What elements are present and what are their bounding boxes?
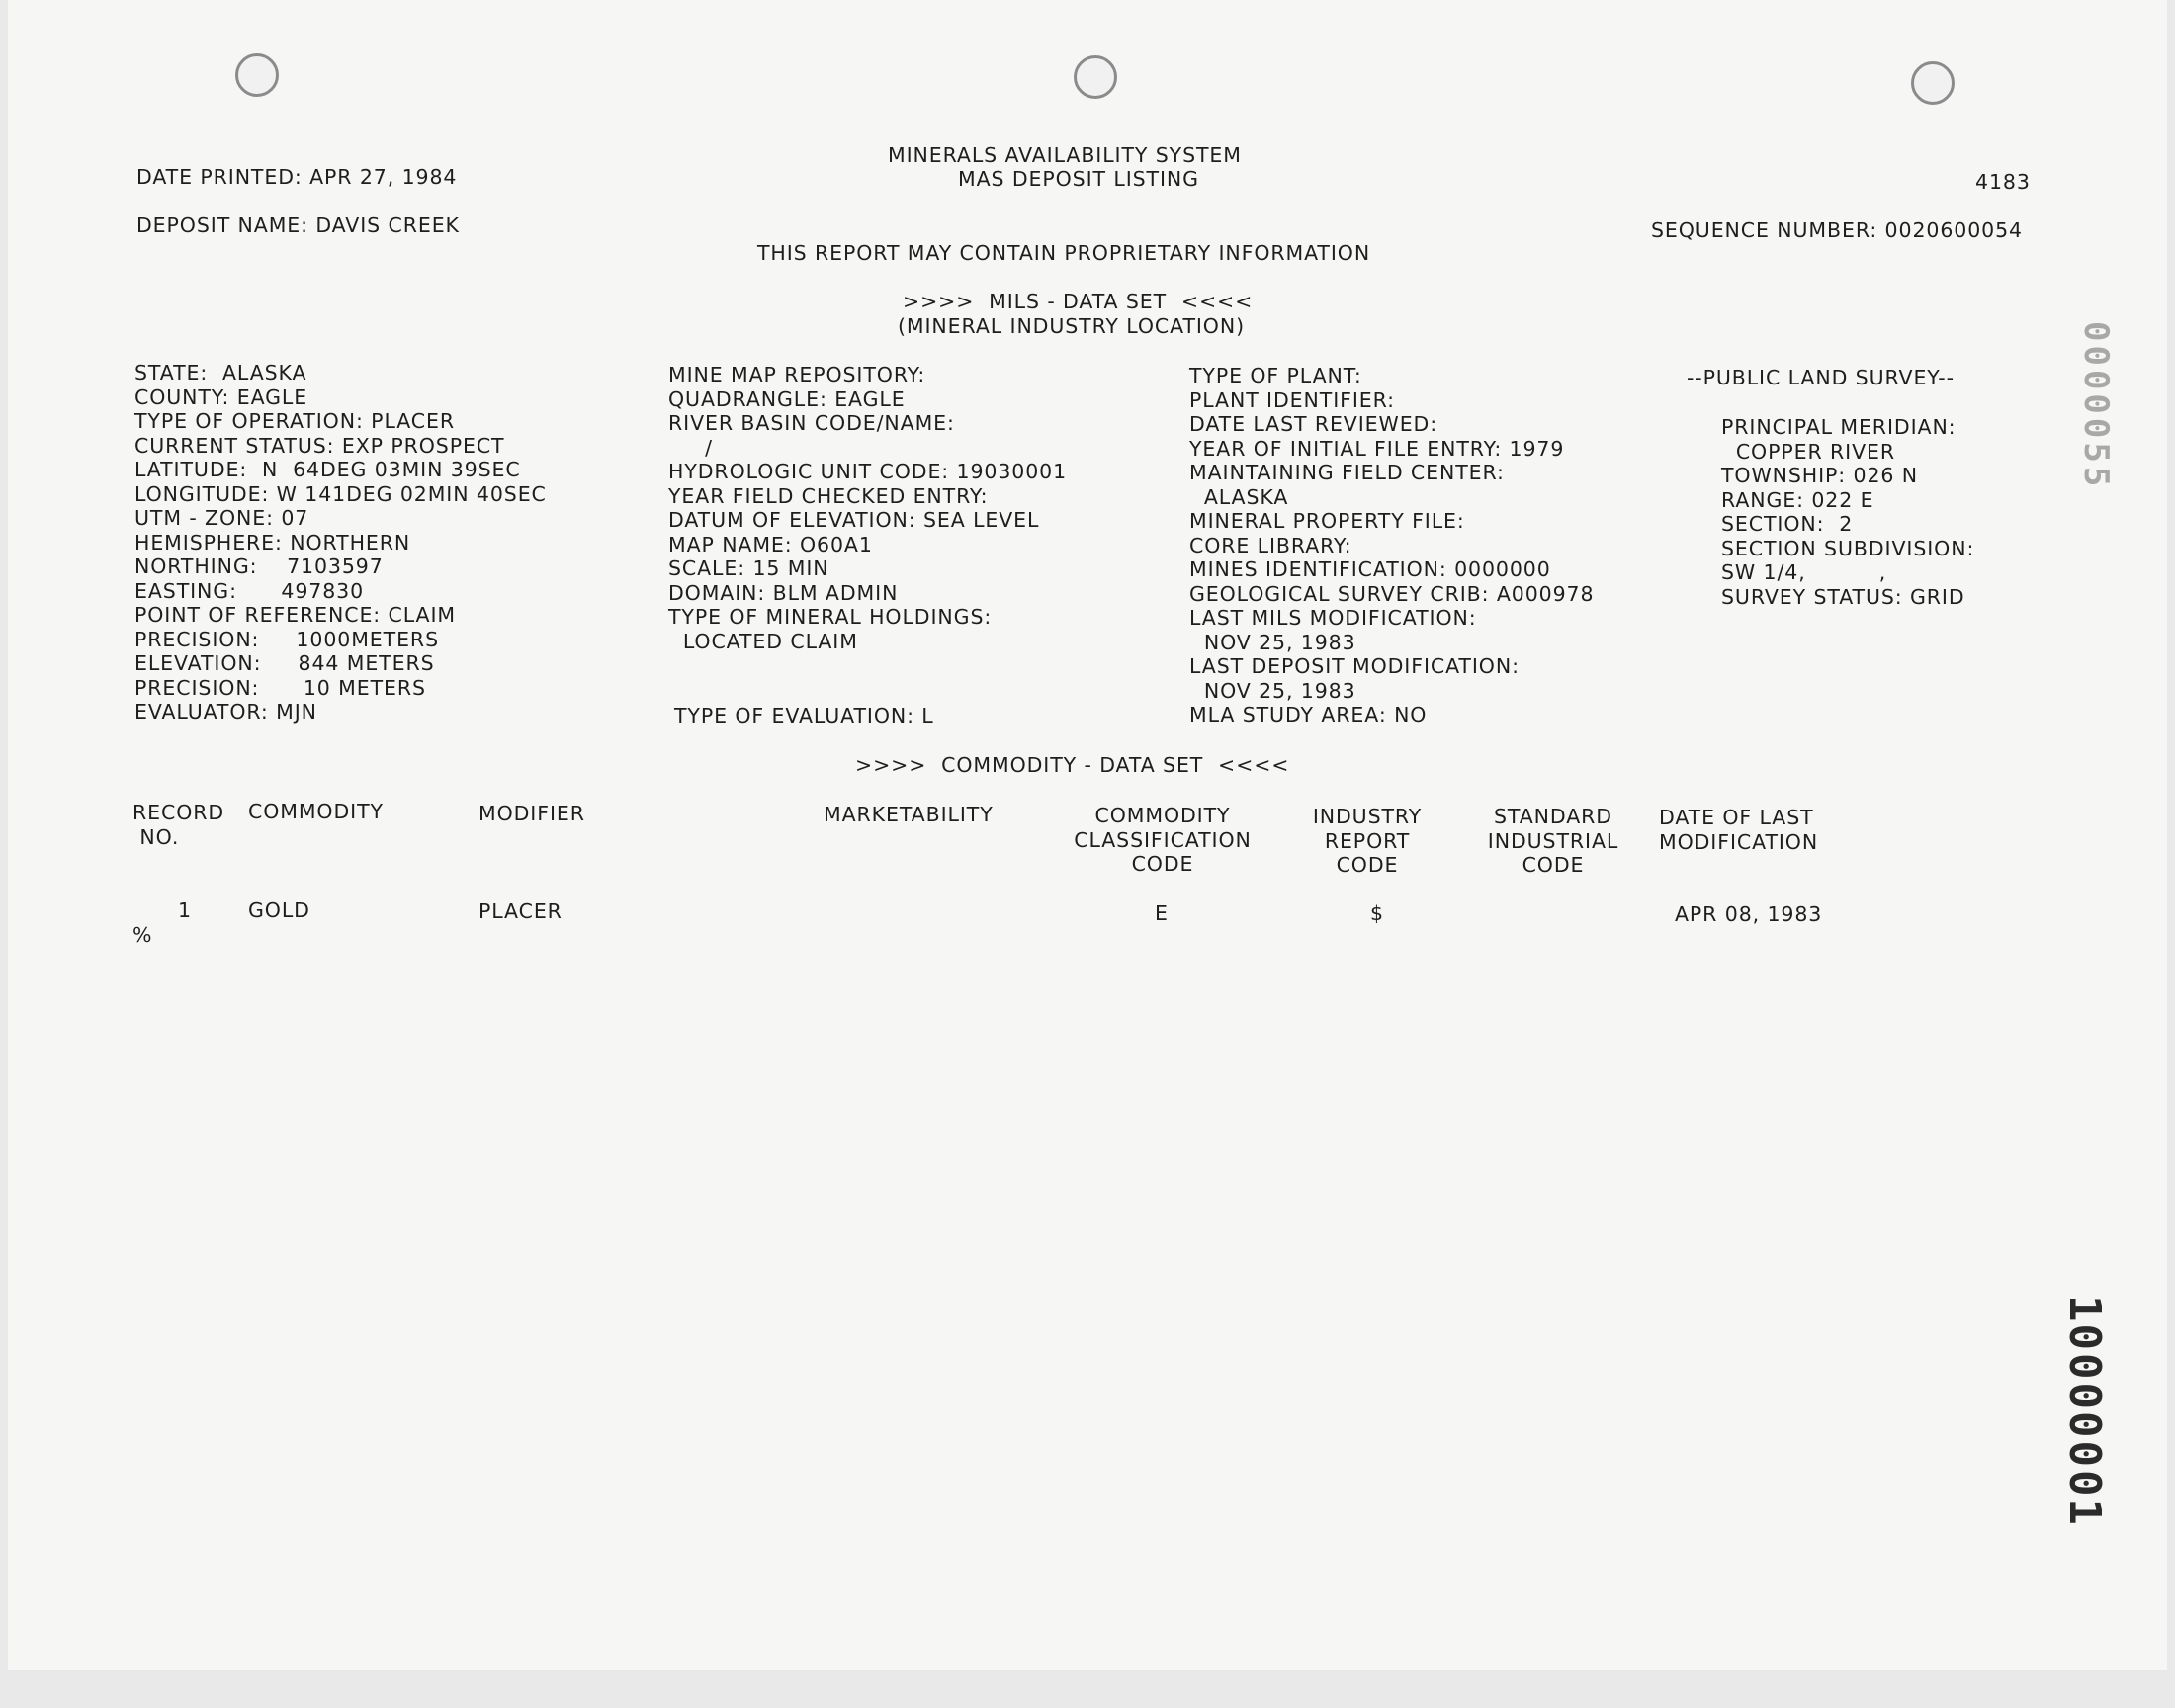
header-commodity: COMMODITY bbox=[248, 800, 384, 823]
row-date-of-last-modification: APR 08, 1983 bbox=[1675, 902, 1823, 926]
plant-identifier-field: PLANT IDENTIFIER: bbox=[1189, 387, 1395, 412]
quadrangle-field: QUADRANGLE: EAGLE bbox=[668, 386, 906, 411]
mineral-holdings-value: LOCATED CLAIM bbox=[668, 629, 858, 653]
evaluator-field: EVALUATOR: MJN bbox=[134, 700, 317, 724]
river-basin-value: / bbox=[668, 435, 713, 460]
section-field: SECTION: 2 bbox=[1721, 512, 1854, 536]
last-mils-modification-field: LAST MILS MODIFICATION: bbox=[1189, 606, 1477, 630]
state-field: STATE: ALASKA bbox=[134, 361, 307, 384]
operation-type-field: TYPE OF OPERATION: PLACER bbox=[134, 409, 456, 433]
frame-number-stamp-top: 0000055 bbox=[2076, 321, 2116, 491]
initial-file-entry-field: YEAR OF INITIAL FILE ENTRY: 1979 bbox=[1189, 436, 1565, 461]
mils-section-subtitle: (MINERAL INDUSTRY LOCATION) bbox=[898, 314, 1245, 338]
commodity-section-title: >>>> COMMODITY - DATA SET <<<< bbox=[855, 753, 1290, 777]
current-status-field: CURRENT STATUS: EXP PROSPECT bbox=[134, 433, 505, 458]
mils-section-title: >>>> MILS - DATA SET <<<< bbox=[903, 290, 1254, 313]
row-modifier: PLACER bbox=[478, 899, 563, 923]
type-of-evaluation-field: TYPE OF EVALUATION: L bbox=[674, 704, 934, 727]
frame-number-stamp-bottom: 10000001 bbox=[2059, 1295, 2110, 1528]
map-name-field: MAP NAME: O60A1 bbox=[668, 532, 873, 556]
datum-of-elevation-field: DATUM OF ELEVATION: SEA LEVEL bbox=[668, 508, 1040, 532]
range-field: RANGE: 022 E bbox=[1721, 487, 1874, 512]
township-field: TOWNSHIP: 026 N bbox=[1721, 464, 1919, 487]
row-commodity: GOLD bbox=[248, 898, 310, 922]
last-mils-modification-value: NOV 25, 1983 bbox=[1189, 630, 1356, 654]
principal-meridian-value: COPPER RIVER bbox=[1721, 439, 1896, 464]
row-record-no: 1 bbox=[178, 898, 192, 922]
core-library-field: CORE LIBRARY: bbox=[1189, 533, 1352, 557]
geological-survey-crib-field: GEOLOGICAL SURVEY CRIB: A000978 bbox=[1189, 581, 1595, 606]
mineral-property-file-field: MINERAL PROPERTY FILE: bbox=[1189, 509, 1465, 533]
year-field-checked-field: YEAR FIELD CHECKED ENTRY: bbox=[668, 483, 989, 508]
field-center-field: MAINTAINING FIELD CENTER: bbox=[1189, 461, 1505, 484]
county-field: COUNTY: EAGLE bbox=[134, 384, 308, 409]
header-standard-industrial: STANDARD INDUSTRIAL CODE bbox=[1487, 805, 1619, 877]
header-date-of-last-modification: DATE OF LAST MODIFICATION bbox=[1659, 806, 1819, 854]
field-center-value: ALASKA bbox=[1189, 484, 1289, 509]
punch-hole-left bbox=[235, 53, 279, 97]
row-classification-code: E bbox=[1155, 901, 1169, 925]
system-title: MINERALS AVAILABILITY SYSTEM bbox=[888, 143, 1242, 167]
public-land-survey-title: --PUBLIC LAND SURVEY-- bbox=[1687, 366, 1955, 389]
elevation-field: ELEVATION: 844 METERS bbox=[134, 651, 435, 675]
scale-field: SCALE: 15 MIN bbox=[668, 556, 829, 580]
point-of-reference-field: POINT OF REFERENCE: CLAIM bbox=[134, 603, 456, 627]
header-industry-report: INDUSTRY REPORT CODE bbox=[1312, 805, 1423, 877]
last-deposit-modification-field: LAST DEPOSIT MODIFICATION: bbox=[1189, 654, 1520, 678]
header-modifier: MODIFIER bbox=[478, 802, 585, 825]
principal-meridian-field: PRINCIPAL MERIDIAN: bbox=[1721, 415, 1957, 439]
punch-hole-right bbox=[1911, 61, 1955, 105]
domain-field: DOMAIN: BLM ADMIN bbox=[668, 580, 899, 605]
elevation-precision-field: PRECISION: 10 METERS bbox=[134, 675, 426, 700]
row-industry-report-code: $ bbox=[1370, 901, 1384, 925]
date-printed: DATE PRINTED: APR 27, 1984 bbox=[136, 165, 458, 189]
latitude-field: LATITUDE: N 64DEG 03MIN 39SEC bbox=[134, 458, 521, 481]
survey-status-field: SURVEY STATUS: GRID bbox=[1721, 584, 1965, 609]
mineral-holdings-field: TYPE OF MINERAL HOLDINGS: bbox=[668, 605, 993, 629]
listing-title: MAS DEPOSIT LISTING bbox=[958, 167, 1199, 191]
type-of-plant-field: TYPE OF PLANT: bbox=[1189, 364, 1362, 387]
section-subdivision-field: SECTION SUBDIVISION: bbox=[1721, 536, 1975, 560]
document-page bbox=[8, 0, 2167, 1670]
header-commodity-classification: COMMODITY CLASSIFICATION CODE bbox=[1074, 804, 1252, 876]
mine-map-repository-field: MINE MAP REPOSITORY: bbox=[668, 363, 926, 386]
hemisphere-field: HEMISPHERE: NORTHERN bbox=[134, 530, 411, 555]
longitude-field: LONGITUDE: W 141DEG 02MIN 40SEC bbox=[134, 481, 547, 506]
sequence-number: SEQUENCE NUMBER: 0020600054 bbox=[1651, 218, 2023, 242]
header-record-no: RECORD NO. bbox=[132, 801, 225, 849]
header-marketability: MARKETABILITY bbox=[824, 803, 994, 826]
utm-zone-field: UTM - ZONE: 07 bbox=[134, 506, 309, 530]
mla-study-area-field: MLA STUDY AREA: NO bbox=[1189, 703, 1428, 726]
punch-hole-center bbox=[1074, 55, 1117, 99]
page-id: 4183 bbox=[1975, 170, 2031, 194]
precision-field: PRECISION: 1000METERS bbox=[134, 627, 439, 651]
river-basin-field: RIVER BASIN CODE/NAME: bbox=[668, 411, 955, 435]
hydrologic-unit-field: HYDROLOGIC UNIT CODE: 19030001 bbox=[668, 460, 1068, 483]
easting-field: EASTING: 497830 bbox=[134, 578, 365, 603]
mines-identification-field: MINES IDENTIFICATION: 0000000 bbox=[1189, 557, 1551, 581]
northing-field: NORTHING: 7103597 bbox=[134, 555, 384, 578]
date-last-reviewed-field: DATE LAST REVIEWED: bbox=[1189, 412, 1438, 436]
deposit-name: DEPOSIT NAME: DAVIS CREEK bbox=[136, 214, 460, 237]
last-deposit-modification-value: NOV 25, 1983 bbox=[1189, 678, 1356, 703]
row-footnote-marker: % bbox=[132, 923, 153, 947]
section-subdivision-value: SW 1/4, , bbox=[1721, 560, 1887, 584]
proprietary-notice: THIS REPORT MAY CONTAIN PROPRIETARY INFORMATION bbox=[757, 241, 1371, 265]
